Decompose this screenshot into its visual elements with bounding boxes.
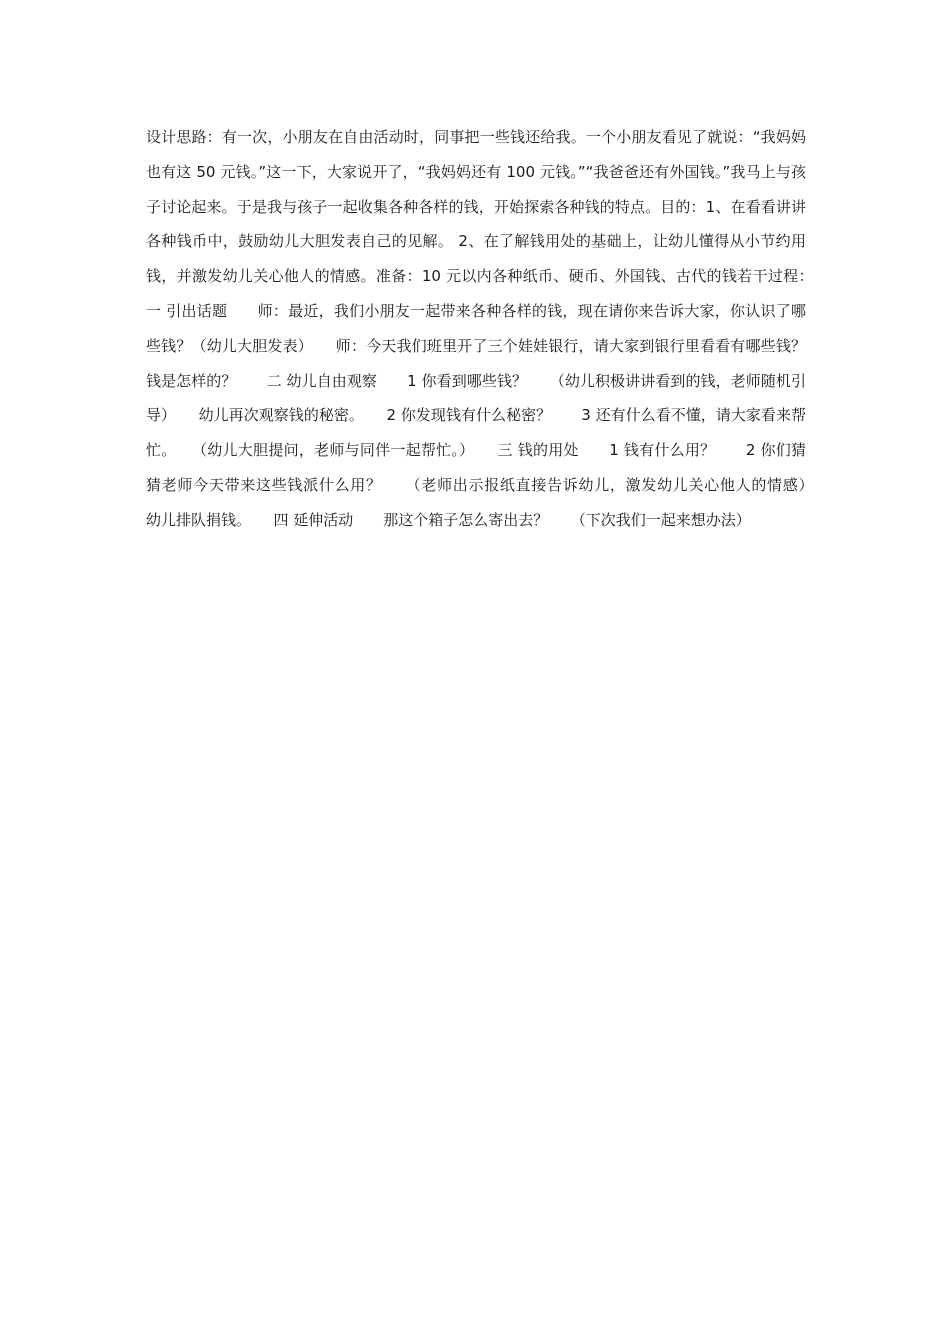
body-paragraph: 设计思路：有一次，小朋友在自由活动时，同事把一些钱还给我。一个小朋友看见了就说：“我妈妈也有这 50 元钱。”这一下，大家说开了，“我妈妈还有 100 元钱。”“我爸爸还有外国钱。”我马上与孩子讨论起来。于是我与孩子一起收集各种各样的钱，开始探索各种钱的特点。目的：1、在看看讲讲各种钱币中，鼓励幼儿大胆发表自己的见解。 2、在了解钱用处的基础上，让幼儿懂得从小节约用钱，并激发幼儿关心他人的情感。准备：10 元以内各种纸币、硬币、外国钱、古代的钱若干过程： 一 引出话题 师：最近，我们小朋友一起带来各种各样的钱，现在请你来告诉大家，你认识了哪些钱？（幼儿大胆发表） 师：今天我们班里开了三个娃娃银行，请大家到银行里看看有哪些钱？钱是怎样的？ 二 幼儿自由观察 1 你看到哪些钱？ （幼儿积极讲讲看到的钱，老师随机引导） 幼儿再次观察钱的秘密。 2 你发现钱有什么秘密？ 3 还有什么看不懂，请大家看来帮忙。 （幼儿大胆提问，老师与同伴一起帮忙。） 三 钱的用处 1 钱有什么用？ 2 你们猜猜老师今天带来这些钱派什么用？ （老师出示报纸直接告诉幼儿，激发幼儿关心他人的情感） 幼儿排队捐钱。 四 延伸活动 那这个箱子怎么寄出去？ （下次我们一起来想办法） — [146, 128, 837, 529]
